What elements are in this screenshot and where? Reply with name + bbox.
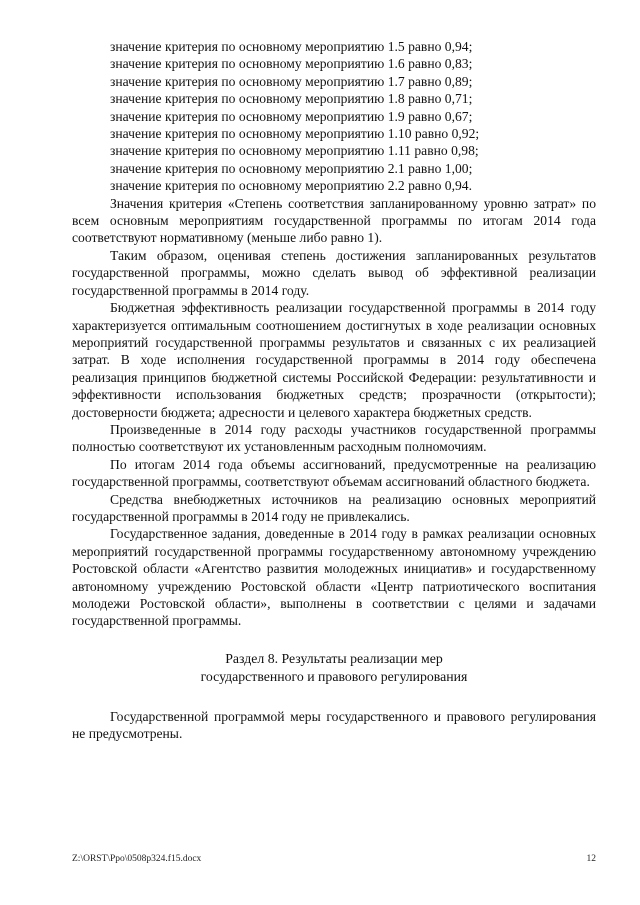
criterion-line: значение критерия по основному мероприятию 1.5 равно 0,94; xyxy=(110,39,473,54)
paragraph-state-tasks: Государственное задания, доведенные в 2014 году в рамках реализации основных мероприятий государственной программы государственному автономному учреждению Ростовской области «Агентство развития молодежных инициатив» и государственному автономному учреждению Ростовской области «Центр патриотического воспитания молодежи Ростовской области», выполнены в соответствии с целями и задачами государственной программы. xyxy=(72,526,596,629)
document-page xyxy=(72,38,596,743)
paragraph-expenses: Произведенные в 2014 году расходы участников государственной программы полностью соответствуют их установленным расходным полномочиям. xyxy=(72,421,596,455)
paragraph-cost-criterion: Значения критерия «Степень соответствия запланированному уровню затрат» по всем основным мероприятиям государственной программы по итогам 2014 года соответствуют нормативному (меньше либо равно 1). xyxy=(72,195,596,246)
criterion-line: значение критерия по основному мероприятию 2.1 равно 1,00; xyxy=(110,160,473,176)
criteria-list xyxy=(72,38,596,195)
paragraph-extrabudgetary: Средства внебюджетных источников на реализацию основных мероприятий государственной программы в 2014 году не привлекались. xyxy=(72,491,596,524)
criterion-line: значение критерия по основному мероприятию 1.11 равно 0,98; xyxy=(110,143,479,159)
file-path: Z:\ORST\Ppo\0508p324.f15.docx xyxy=(72,854,202,864)
section-heading xyxy=(72,650,596,686)
paragraph-allocations: По итогам 2014 года объемы ассигнований, предусмотренные на реализацию государственной программы, соответствуют объемам ассигнований областного бюджета. xyxy=(72,456,596,490)
section-paragraph: Государственной программой меры государственного и правового регулирования не предусмотрены. xyxy=(72,708,596,742)
criterion-line: значение критерия по основному мероприятию 1.9 равно 0,67; xyxy=(110,108,473,124)
criterion-line: значение критерия по основному мероприятию 1.8 равно 0,71; xyxy=(110,91,473,107)
paragraph-effectiveness-conclusion: Таким образом, оценивая степень достижения запланированных результатов государственной программы, можно сделать вывод об эффективной реализации государственной программы в 2014 году. xyxy=(72,247,596,298)
criterion-line: значение критерия по основному мероприятию 1.6 равно 0,83; xyxy=(110,56,473,72)
page-number: 12 xyxy=(586,854,596,864)
criterion-line: значение критерия по основному мероприятию 1.10 равно 0,92; xyxy=(110,126,480,142)
paragraph-budget-efficiency: Бюджетная эффективность реализации государственной программы в 2014 году характеризуется оптимальным соотношением достигнутых в ходе реализации основных мероприятий государственной программы результатов и связанных с их реализацией затрат. В ходе исполнения государственной программы в 2014 году обеспечена реализация принципов бюджетной системы Российской Федерации: результативности и эффективности использования бюджетных средств; прозрачности (открытости); достоверности бюджета; адресности и целевого характера бюджетных средств. xyxy=(72,300,596,420)
section-heading-line-1: Раздел 8. Результаты реализации мер xyxy=(225,650,443,666)
section-heading-line-2: государственного и правового регулирования xyxy=(200,668,468,684)
criterion-line: значение критерия по основному мероприятию 2.2 равно 0,94. xyxy=(110,178,472,194)
criterion-line: значение критерия по основному мероприятию 1.7 равно 0,89; xyxy=(110,73,473,89)
